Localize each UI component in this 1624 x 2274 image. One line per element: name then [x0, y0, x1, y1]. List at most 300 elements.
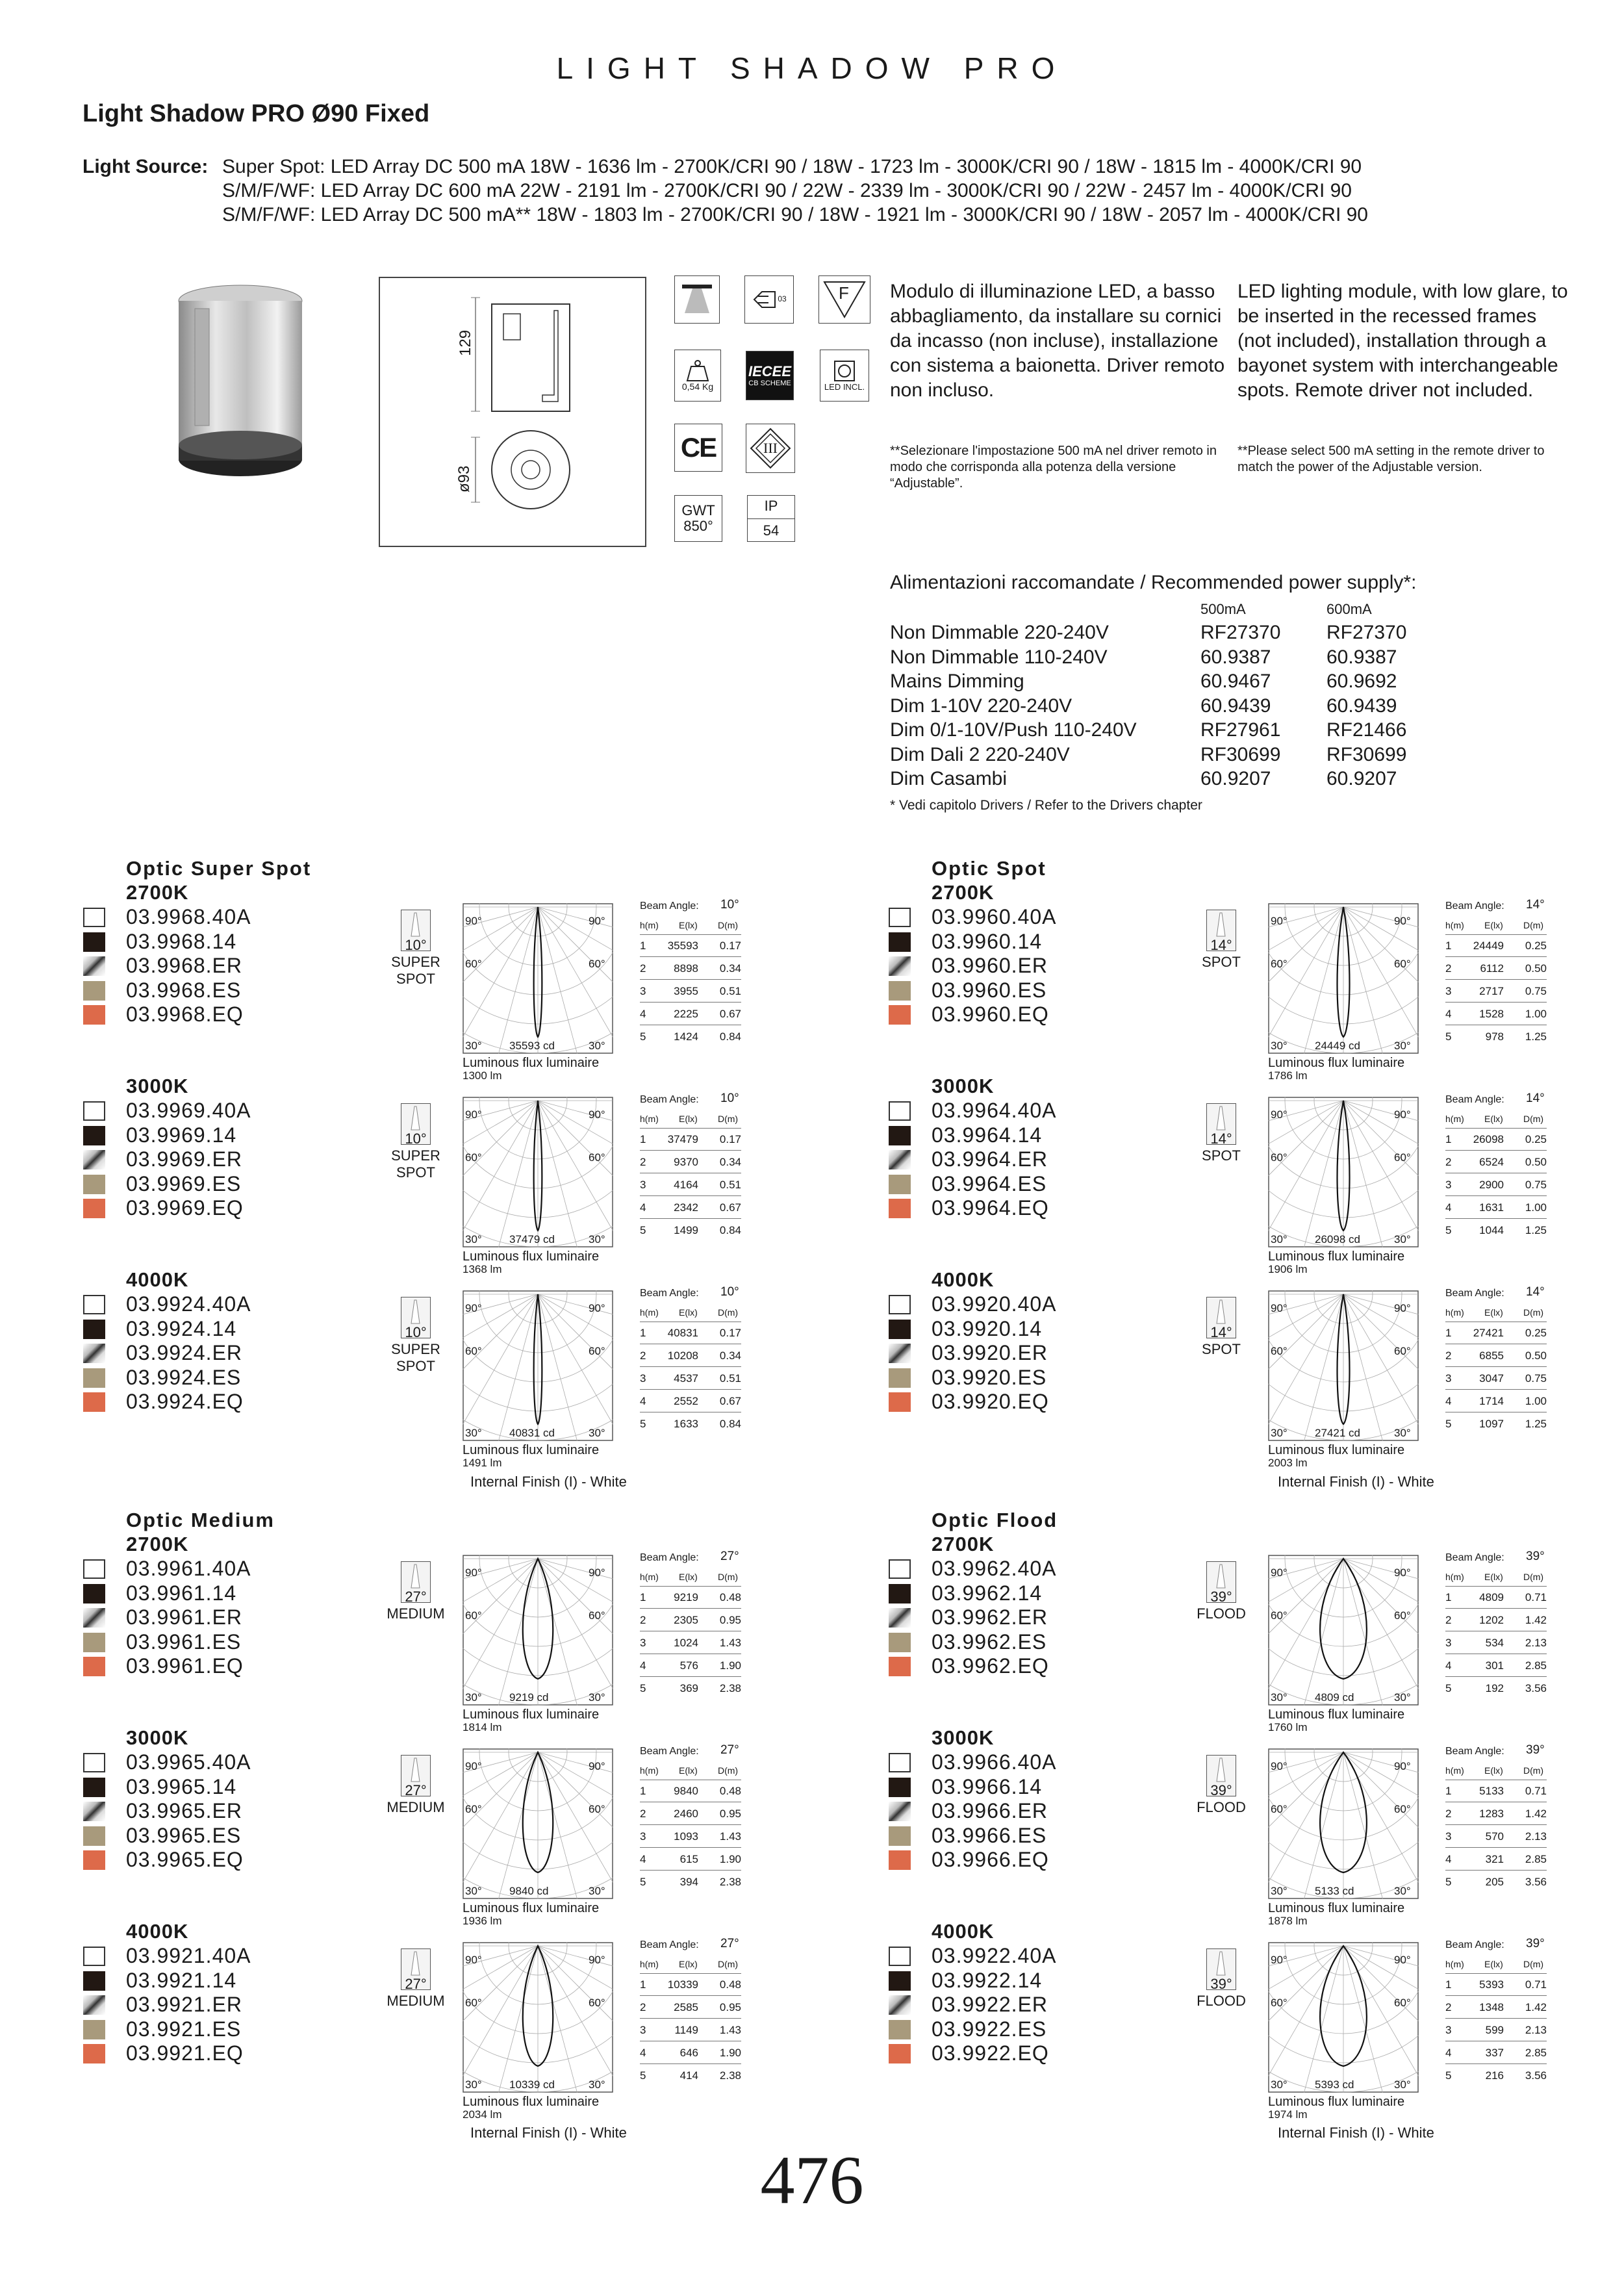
table-row [1445, 1996, 1547, 2019]
table-cell-h: 2 [1445, 1614, 1452, 1626]
table-cell-e: 5393 [1479, 1978, 1504, 1991]
beam-angle-degree: 10° [405, 937, 427, 953]
table-cell-d: 1.43 [719, 2024, 741, 2036]
table-cell-h: 4 [1445, 1395, 1452, 1407]
table-cell-d: 1.42 [1525, 2001, 1547, 2013]
table-cell-d: 1.00 [1525, 1008, 1547, 1020]
table-cell-e: 40831 [667, 1327, 698, 1339]
page-number: 476 [760, 2142, 864, 2218]
light-source-label: Light Source: [82, 156, 209, 177]
peak-intensity: 5133 cd [1315, 1885, 1354, 1897]
table-cell-h: 1 [640, 1327, 646, 1339]
beam-angle-label: Beam Angle: [1445, 1288, 1504, 1299]
beam-type-label: SUPER SPOT [391, 1341, 440, 1374]
table-cell-d: 1.25 [1525, 1418, 1547, 1430]
luminous-flux-label: Luminous flux luminaire [463, 2095, 600, 2109]
table-cell-d: 0.71 [1525, 1591, 1547, 1603]
diagram-angle-label: 30° [1271, 1691, 1288, 1704]
table-header-h: h(m) [1445, 1307, 1464, 1318]
product-code: 03.9964.EQ [932, 1196, 1049, 1220]
table-cell-h: 4 [640, 1659, 646, 1672]
table-row [1445, 1219, 1547, 1241]
table-header-h: h(m) [1445, 1572, 1464, 1582]
beam-angle-value: 39° [1526, 1743, 1545, 1757]
peak-intensity: 27421 cd [1315, 1427, 1360, 1439]
diagram-angle-label: 60° [1394, 1609, 1411, 1622]
luminous-flux-label: Luminous flux luminaire [1268, 1056, 1405, 1070]
luminous-flux-value: 2003 lm [1268, 1457, 1308, 1469]
swatch-white [83, 1101, 105, 1121]
table-row [1445, 934, 1547, 957]
table-cell-e: 2342 [674, 1201, 698, 1214]
table-cell-d: 0.50 [1525, 962, 1547, 975]
table-cell-d: 2.85 [1525, 2047, 1547, 2059]
table-row [1445, 1586, 1547, 1609]
power-supply-600ma: 60.9387 [1326, 646, 1397, 668]
table-cell-h: 2 [640, 2001, 646, 2013]
table-cell-h: 2 [640, 1156, 646, 1168]
product-code: 03.9921.EQ [126, 2041, 244, 2065]
note-italian: **Selezionare l'impostazione 500 mA nel driver remoto in modo che corrisponda alla potenza della versione “Adjustable”. [890, 444, 1217, 491]
product-code: 03.9965.ER [126, 1799, 243, 1822]
beam-type-label: SPOT [1202, 1341, 1241, 1357]
power-supply-600ma: 60.9207 [1326, 768, 1397, 789]
table-cell-d: 2.38 [719, 2069, 741, 2082]
swatch-black [889, 932, 911, 952]
table-cell-h: 5 [640, 2069, 646, 2082]
table-header-e: E(lx) [1484, 1959, 1503, 1969]
product-code: 03.9924.EQ [126, 1390, 244, 1413]
optic-section-title: Optic Super Spot [126, 857, 312, 880]
table-cell-d: 1.00 [1525, 1201, 1547, 1214]
beam-angle-value: 10° [720, 1285, 739, 1299]
table-header-d: D(m) [1523, 1572, 1544, 1582]
table-row [640, 1173, 741, 1196]
color-temperature: 2700K [932, 881, 995, 904]
diagram-angle-label: 30° [1394, 1233, 1411, 1246]
diagram-angle-label: 60° [589, 1803, 605, 1815]
table-cell-e: 4537 [674, 1372, 698, 1385]
table-cell-d: 2.85 [1525, 1853, 1547, 1865]
table-cell-e: 1631 [1479, 1201, 1504, 1214]
table-cell-h: 5 [1445, 1418, 1452, 1430]
table-header-h: h(m) [640, 1114, 659, 1124]
table-cell-e: 1024 [674, 1637, 698, 1649]
table-cell-d: 1.42 [1525, 1808, 1547, 1820]
swatch-copper [889, 1392, 911, 1412]
swatch-chrome [889, 1802, 911, 1821]
table-cell-e: 369 [679, 1682, 698, 1694]
table-cell-d: 0.67 [719, 1395, 741, 1407]
color-temperature: 4000K [932, 1268, 995, 1291]
table-cell-e: 978 [1485, 1030, 1504, 1043]
table-row [1445, 1390, 1547, 1412]
table-cell-d: 1.43 [719, 1637, 741, 1649]
diagram-angle-label: 60° [589, 1345, 605, 1357]
diagram-angle-label: 90° [1394, 1566, 1411, 1579]
product-code: 03.9961.14 [126, 1581, 237, 1605]
product-code: 03.9960.40A [932, 905, 1057, 928]
table-header-h: h(m) [640, 920, 659, 930]
beam-angle-label: Beam Angle: [640, 1288, 699, 1299]
table-cell-d: 2.38 [719, 1682, 741, 1694]
power-supply-500ma: 60.9467 [1200, 671, 1271, 692]
swatch-copper [83, 1657, 105, 1676]
table-cell-d: 0.17 [719, 1327, 741, 1339]
peak-intensity: 9840 cd [509, 1885, 549, 1897]
beam-angle-label: Beam Angle: [640, 1552, 699, 1563]
diagram-angle-label: 60° [1394, 1803, 1411, 1815]
table-cell-h: 5 [640, 1224, 646, 1236]
table-cell-e: 599 [1485, 2024, 1504, 2036]
luminous-flux-value: 1300 lm [463, 1069, 502, 1082]
power-supply-name: Non Dimmable 110-240V [890, 646, 1108, 668]
diagram-angle-label: 30° [1271, 1427, 1288, 1439]
product-code: 03.9962.ER [932, 1605, 1048, 1629]
diagram-angle-label: 60° [1271, 1609, 1288, 1622]
swatch-copper [889, 1657, 911, 1676]
table-cell-h: 4 [1445, 1659, 1452, 1672]
table-header-d: D(m) [718, 1307, 739, 1318]
optic-section-title: Optic Spot [932, 857, 1047, 880]
table-cell-d: 0.75 [1525, 1372, 1547, 1385]
table-cell-h: 2 [1445, 1156, 1452, 1168]
table-header-e: E(lx) [1484, 1114, 1503, 1124]
swatch-gold [83, 1826, 105, 1846]
table-cell-e: 205 [1485, 1876, 1504, 1888]
table-cell-d: 2.85 [1525, 1659, 1547, 1672]
table-cell-d: 2.13 [1525, 1637, 1547, 1649]
luminous-flux-value: 1974 lm [1268, 2108, 1308, 2121]
beam-angle-label: Beam Angle: [1445, 1939, 1504, 1950]
swatch-black [83, 932, 105, 952]
table-cell-h: 1 [640, 1133, 646, 1145]
color-temperature: 3000K [126, 1075, 189, 1097]
table-cell-e: 1424 [674, 1030, 698, 1043]
table-row [1445, 1825, 1547, 1848]
table-cell-h: 1 [1445, 939, 1452, 952]
product-code: 03.9968.40A [126, 905, 251, 928]
table-row [1445, 1003, 1547, 1025]
table-header-h: h(m) [640, 1959, 659, 1969]
table-cell-e: 1348 [1479, 2001, 1504, 2013]
product-code: 03.9920.14 [932, 1316, 1043, 1340]
diagram-angle-label: 30° [1271, 2078, 1288, 2091]
product-code: 03.9965.EQ [126, 1848, 244, 1871]
table-row [640, 2041, 741, 2064]
diagram-angle-label: 60° [589, 958, 605, 970]
diagram-angle-label: 90° [1271, 1302, 1288, 1314]
swatch-chrome [889, 956, 911, 976]
peak-intensity: 10339 cd [509, 2078, 555, 2091]
table-cell-e: 1097 [1479, 1418, 1504, 1430]
diagram-angle-label: 90° [465, 1108, 482, 1121]
beam-type-label: SPOT [1202, 954, 1241, 970]
swatch-chrome [83, 1995, 105, 2015]
table-row [640, 934, 741, 957]
swatch-copper [83, 1199, 105, 1218]
table-row [640, 1412, 741, 1435]
swatch-white [83, 1559, 105, 1579]
power-supply-500ma: 60.9387 [1200, 646, 1271, 668]
table-cell-h: 5 [1445, 1682, 1452, 1694]
product-code: 03.9922.14 [932, 1968, 1043, 1992]
swatch-gold [83, 1633, 105, 1652]
power-supply-note: * Vedi capitolo Drivers / Refer to the Drivers chapter [890, 798, 1202, 813]
product-code: 03.9968.14 [126, 929, 237, 953]
beam-angle-degree: 14° [1210, 1324, 1232, 1340]
table-cell-e: 414 [679, 2069, 698, 2082]
table-cell-e: 1093 [674, 1830, 698, 1843]
swatch-white [889, 1559, 911, 1579]
product-code: 03.9960.14 [932, 929, 1043, 953]
swatch-gold [889, 1175, 911, 1194]
table-header-d: D(m) [1523, 920, 1544, 930]
table-cell-e: 1149 [674, 2024, 698, 2036]
table-cell-h: 5 [640, 1682, 646, 1694]
color-temperature: 4000K [126, 1920, 189, 1943]
swatch-chrome [889, 1995, 911, 2015]
diagram-angle-label: 60° [465, 1997, 482, 2009]
diagram-angle-label: 30° [1394, 1691, 1411, 1704]
table-cell-d: 2.13 [1525, 1830, 1547, 1843]
product-photo [156, 270, 325, 504]
light-source-line-1: Super Spot: LED Array DC 500 mA 18W - 1636 lm - 2700K/CRI 90 / 18W - 1723 lm - 3000K/CRI 90 / 18W - 1815 lm - 4000K/CRI 90 [222, 156, 1362, 177]
beam-type-label: MEDIUM [387, 1799, 445, 1815]
swatch-copper [83, 1392, 105, 1412]
product-code: 03.9921.ES [126, 2017, 242, 2041]
table-header-d: D(m) [718, 1572, 739, 1582]
beam-angle-value: 14° [1526, 1285, 1545, 1299]
diagram-angle-label: 90° [465, 1302, 482, 1314]
internal-finish-note: Internal Finish (I) - White [470, 2125, 627, 2141]
swatch-copper [889, 2044, 911, 2063]
swatch-copper [83, 1850, 105, 1870]
swatch-gold [889, 2020, 911, 2039]
table-cell-h: 1 [640, 939, 646, 952]
product-code: 03.9921.40A [126, 1944, 251, 1967]
swatch-chrome [83, 1344, 105, 1363]
luminous-flux-value: 1906 lm [1268, 1263, 1308, 1275]
diagram-angle-label: 30° [1394, 1040, 1411, 1052]
table-cell-d: 1.43 [719, 1830, 741, 1843]
table-row [640, 1654, 741, 1677]
beam-angle-label: Beam Angle: [1445, 901, 1504, 912]
table-row [640, 1322, 741, 1344]
table-row [640, 1677, 741, 1699]
table-header-d: D(m) [1523, 1765, 1544, 1776]
product-code: 03.9962.14 [932, 1581, 1043, 1605]
table-cell-d: 0.50 [1525, 1349, 1547, 1362]
power-supply-500ma: RF27370 [1200, 622, 1281, 643]
diagram-angle-label: 30° [465, 1233, 482, 1246]
table-cell-d: 0.25 [1525, 1133, 1547, 1145]
diagram-angle-label: 90° [589, 1760, 605, 1772]
power-supply-500ma: RF30699 [1200, 743, 1281, 765]
beam-angle-degree: 14° [1210, 1131, 1232, 1147]
diagram-angle-label: 90° [1394, 915, 1411, 927]
beam-angle-label: Beam Angle: [1445, 1552, 1504, 1563]
table-row [640, 1219, 741, 1241]
table-cell-e: 615 [679, 1853, 698, 1865]
table-row [1445, 1151, 1547, 1173]
table-cell-h: 3 [640, 1179, 646, 1191]
swatch-black [83, 1778, 105, 1797]
table-cell-d: 0.71 [1525, 1785, 1547, 1797]
diagram-angle-label: 90° [589, 1302, 605, 1314]
table-row [640, 1196, 741, 1219]
beam-angle-degree: 39° [1210, 1976, 1232, 1992]
table-cell-d: 3.56 [1525, 2069, 1547, 2082]
diagram-angle-label: 90° [1271, 1108, 1288, 1121]
table-cell-h: 4 [640, 1008, 646, 1020]
swatch-white [83, 1753, 105, 1772]
table-cell-e: 10339 [667, 1978, 698, 1991]
table-cell-h: 3 [1445, 985, 1452, 997]
table-cell-e: 6855 [1479, 1349, 1504, 1362]
ip-rating-icon: IP 54 [747, 495, 795, 542]
internal-finish-note: Internal Finish (I) - White [1278, 2125, 1434, 2141]
product-code: 03.9924.14 [126, 1316, 237, 1340]
table-row [1445, 1412, 1547, 1435]
product-code: 03.9969.ER [126, 1147, 243, 1171]
power-supply-500ma: RF27961 [1200, 719, 1281, 741]
table-row [1445, 1848, 1547, 1871]
beam-angle-degree: 27° [405, 1589, 427, 1605]
table-header-h: h(m) [1445, 1959, 1464, 1969]
product-code: 03.9922.40A [932, 1944, 1057, 1967]
table-cell-e: 1499 [674, 1224, 698, 1236]
product-code: 03.9966.EQ [932, 1848, 1049, 1871]
beam-type-label: SPOT [1202, 1147, 1241, 1164]
table-cell-h: 3 [1445, 1637, 1452, 1649]
power-supply-500ma: 60.9207 [1200, 768, 1271, 789]
table-header-e: E(lx) [679, 1765, 698, 1776]
table-cell-h: 2 [640, 1614, 646, 1626]
diagram-angle-label: 60° [465, 958, 482, 970]
swatch-copper [889, 1005, 911, 1025]
product-code: 03.9921.14 [126, 1968, 237, 1992]
table-cell-e: 10208 [667, 1349, 698, 1362]
diagram-angle-label: 60° [465, 1803, 482, 1815]
product-code: 03.9962.40A [932, 1557, 1057, 1580]
beam-angle-value: 14° [1526, 898, 1545, 912]
beam-type-label: FLOOD [1197, 1993, 1246, 2009]
power-supply-title: Alimentazioni raccomandate / Recommended power supply*: [890, 572, 1417, 593]
diagram-angle-label: 90° [1271, 1566, 1288, 1579]
luminous-flux-label: Luminous flux luminaire [463, 1443, 600, 1457]
swatch-gold [889, 1826, 911, 1846]
table-row [1445, 957, 1547, 980]
table-header-e: E(lx) [679, 1959, 698, 1969]
diagram-angle-label: 90° [465, 1566, 482, 1579]
table-cell-e: 2225 [674, 1008, 698, 1020]
swatch-chrome [83, 1802, 105, 1821]
table-cell-e: 337 [1485, 2047, 1504, 2059]
table-cell-h: 5 [1445, 2069, 1452, 2082]
table-cell-h: 3 [1445, 1372, 1452, 1385]
luminous-flux-value: 2034 lm [463, 2108, 502, 2121]
diagram-angle-label: 90° [1394, 1108, 1411, 1121]
table-cell-h: 1 [1445, 1327, 1452, 1339]
table-row [1445, 1780, 1547, 1802]
diagram-angle-label: 60° [589, 1151, 605, 1164]
color-temperature: 3000K [932, 1075, 995, 1097]
internal-finish-note: Internal Finish (I) - White [470, 1474, 627, 1490]
product-code: 03.9966.ES [932, 1823, 1047, 1847]
diameter-dimension: ø93 [455, 465, 473, 492]
table-row [640, 980, 741, 1003]
table-row [1445, 1871, 1547, 1893]
table-cell-e: 321 [1485, 1853, 1504, 1865]
table-cell-e: 9370 [674, 1156, 698, 1168]
table-cell-e: 646 [679, 2047, 698, 2059]
table-cell-d: 3.56 [1525, 1682, 1547, 1694]
table-header-e: E(lx) [1484, 1307, 1503, 1318]
diagram-angle-label: 30° [1394, 1427, 1411, 1439]
table-header-d: D(m) [718, 1114, 739, 1124]
table-cell-h: 1 [1445, 1978, 1452, 1991]
diagram-angle-label: 90° [1394, 1302, 1411, 1314]
table-cell-d: 0.84 [719, 1224, 741, 1236]
table-cell-d: 1.90 [719, 2047, 741, 2059]
swatch-white [889, 908, 911, 927]
table-cell-e: 301 [1485, 1659, 1504, 1672]
beam-angle-label: Beam Angle: [640, 1939, 699, 1950]
beam-angle-value: 27° [720, 1743, 739, 1757]
luminous-flux-label: Luminous flux luminaire [1268, 1901, 1405, 1915]
table-row [1445, 1654, 1547, 1677]
product-code: 03.9921.ER [126, 1993, 243, 2016]
table-cell-e: 2585 [674, 2001, 698, 2013]
table-header-d: D(m) [1523, 1959, 1544, 1969]
swatch-white [83, 908, 105, 927]
swatch-black [889, 1320, 911, 1339]
description-italian: Modulo di illuminazione LED, a basso abbagliamento, da installare su cornici da incasso (non incluse), installazione con sistema a baionetta. Driver remoto non incluso. [890, 281, 1225, 401]
color-temperature: 2700K [126, 881, 189, 904]
table-cell-d: 1.90 [719, 1853, 741, 1865]
table-row [640, 957, 741, 980]
table-cell-h: 4 [640, 1201, 646, 1214]
table-row [1445, 2041, 1547, 2064]
beam-angle-degree: 27° [405, 1782, 427, 1798]
table-row [640, 1025, 741, 1047]
table-cell-e: 534 [1485, 1637, 1504, 1649]
power-supply-600ma: RF21466 [1326, 719, 1407, 741]
description-english: LED lighting module, with low glare, to be inserted in the recessed frames (not included), installation through a bayonet system with interchangeable spots. Remote driver not included. [1237, 281, 1568, 401]
table-header-h: h(m) [640, 1572, 659, 1582]
swatch-white [83, 1295, 105, 1314]
diagram-angle-label: 30° [465, 1427, 482, 1439]
color-temperature: 3000K [126, 1726, 189, 1749]
table-cell-e: 1528 [1479, 1008, 1504, 1020]
product-code: 03.9961.40A [126, 1557, 251, 1580]
table-header-e: E(lx) [1484, 1572, 1503, 1582]
table-cell-d: 2.13 [1525, 2024, 1547, 2036]
peak-intensity: 9219 cd [509, 1691, 549, 1704]
diagram-angle-label: 30° [465, 1040, 482, 1052]
diagram-angle-label: 60° [465, 1609, 482, 1622]
product-code: 03.9962.EQ [932, 1654, 1049, 1678]
table-row [1445, 1973, 1547, 1996]
diagram-angle-label: 30° [589, 1427, 605, 1439]
table-header-e: E(lx) [679, 920, 698, 930]
product-code: 03.9920.ES [932, 1365, 1047, 1389]
table-cell-e: 1714 [1479, 1395, 1504, 1407]
height-dimension: 129 [457, 329, 474, 356]
diagram-angle-label: 90° [1271, 1760, 1288, 1772]
luminous-flux-value: 1786 lm [1268, 1069, 1308, 1082]
